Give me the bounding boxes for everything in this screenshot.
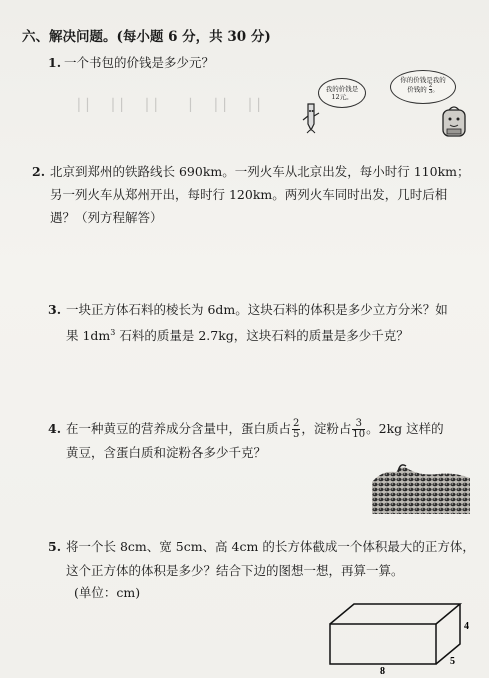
fraction-denominator: 10 — [352, 429, 366, 440]
fraction-numerator: 3 — [352, 419, 365, 430]
question-4-line-1c: 。2kg 这样的 — [366, 421, 444, 436]
question-5-line-1: 将一个长 8cm、宽 5cm、高 4cm 的长方体截成一个体积最大的正方体， — [66, 539, 475, 554]
question-5-line-2: 这个正方体的体积是多少？结合下边的图想一想，再算一算。 — [66, 563, 404, 578]
question-3-line-2b: 石料的质量是 2.7kg，这块石料的质量是多少千克？ — [115, 328, 409, 344]
speech-bubble-schoolbag: 你的价钱是我的 价钱的 $\frac{2}{3}$ 。 — [390, 70, 456, 104]
dimension-width-label: 5 — [450, 656, 455, 667]
question-5-unit: (单位：cm) — [74, 585, 141, 600]
question-3-line-2a: 果 1dm — [66, 328, 111, 344]
cuboid-diagram — [326, 594, 476, 674]
question-2-line-3: 遇？（列方程解答） — [50, 210, 163, 225]
bubble-fraction-numerator: 2 — [428, 83, 433, 89]
bubble-text: 价钱的 — [407, 85, 427, 94]
schoolbag-character-icon — [440, 104, 468, 138]
starch-fraction — [352, 419, 365, 440]
question-4-line-1b: ，淀粉占 — [301, 421, 352, 436]
bleed-through-text: ▏ ▕ ▏ ▕ ▏ — [190, 98, 270, 112]
question-3-line-1: 一块正方体石料的棱长为 6dm。这块石料的体积是多少立方分米？如 — [66, 302, 448, 317]
bubble-text: 12元。 — [331, 93, 353, 101]
question-1-text: 一个书包的价钱是多少元？ — [64, 55, 215, 70]
question-4-line-1a: 在一种黄豆的营养成分含量中，蛋白质占 — [66, 421, 292, 436]
pencil-character-icon — [300, 102, 322, 134]
speech-bubble-pencil — [318, 78, 366, 108]
dimension-length-label: 8 — [380, 666, 385, 674]
bubble-text: 我的价钱是 — [325, 85, 359, 93]
soybean-pile-icon — [372, 462, 470, 514]
question-2-number: 2. — [32, 164, 46, 179]
question-2-line-2: 另一列火车从郑州开出，每时行 120km。两列火车同时出发，几时后相 — [50, 187, 448, 202]
question-3-line-2 — [66, 326, 409, 343]
dimension-height-label: 4 — [464, 621, 469, 632]
question-5-number: 5. — [48, 539, 62, 554]
question-2-line-1: 北京到郑州的铁路线长 690km。一列火车从北京出发，每小时行 110km； — [50, 164, 470, 179]
bleed-through-text: ▕ ▏ ▕ ▏ ▕ ▏ — [70, 98, 167, 112]
section-title: 六、解决问题。(每小题 6 分，共 30 分) — [22, 29, 271, 45]
question-3-number: 3. — [48, 302, 62, 317]
cube-exponent: 3 — [110, 328, 116, 337]
protein-fraction — [292, 419, 300, 440]
question-4-line-2: 黄豆，含蛋白质和淀粉各多少千克？ — [66, 445, 267, 460]
fraction-denominator: 5 — [293, 429, 300, 440]
question-1-number: 1. — [48, 55, 62, 70]
question-4-line-1 — [66, 416, 444, 442]
bubble-text: 你的价钱是我的 — [400, 76, 446, 84]
bubble-fraction-denominator: 3 — [428, 89, 433, 95]
fraction-numerator: 2 — [293, 418, 300, 429]
question-4-number: 4. — [48, 421, 62, 436]
